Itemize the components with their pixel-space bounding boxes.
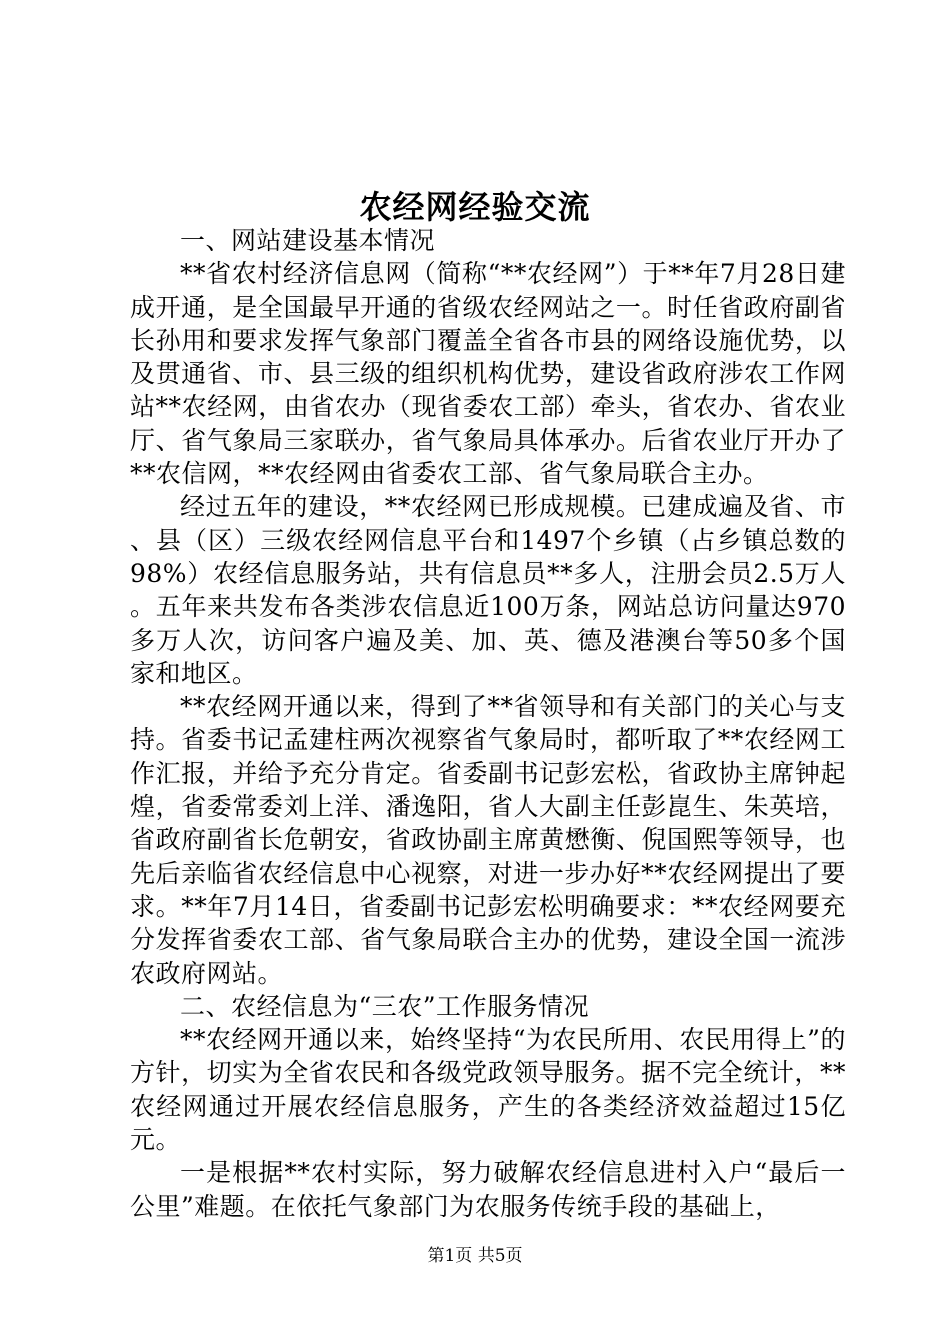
document-body	[130, 224, 846, 1223]
section-heading-1: 一、网站建设基本情况	[180, 226, 436, 255]
paragraph-4: **农经网开通以来，始终坚持“为农民所用、农民用得上”的方针，切实为全省农民和各级党政领导服务。据不完全统计，**农经网通过开展农经信息服务，产生的各类经济效益超过15亿元。	[130, 1025, 846, 1155]
paragraph-2: 经过五年的建设，**农经网已形成规模。已建成遍及省、市、县（区）三级农经网信息平台和1497个乡镇（占乡镇总数的98%）农经信息服务站，共有信息员**多人，注册会员2.5万人。五年来共发布各类涉农信息近100万条，网站总访问量达970多万人次，访问客户遍及美、加、英、德及港澳台等50多个国家和地区。	[130, 492, 846, 688]
section-heading-2: 二、农经信息为“三农”工作服务情况	[180, 991, 590, 1021]
paragraph-3: **农经网开通以来，得到了**省领导和有关部门的关心与支持。省委书记孟建柱两次视察省气象局时，都听取了**农经网工作汇报，并给予充分肯定。省委副书记彭宏松，省政协主席钟起煌，省委常委刘上洋、潘逸阳，省人大副主任彭崑生、朱英培，省政府副省长危朝安，省政协副主席黄懋衡、倪国熙等领导，也先后亲临省农经信息中心视察，对进一步办好**农经网提出了要求。**年7月14日，省委副书记彭宏松明确要求：**农经网要充分发挥省委农工部、省气象局联合主办的优势，建设全国一流涉农政府网站。	[130, 692, 846, 988]
page-footer: 第1页 共5页	[427, 1246, 523, 1266]
paragraph-1: **省农村经济信息网（简称“**农经网”）于**年7月28日建成开通，是全国最早开通的省级农经网站之一。时任省政府副省长孙用和要求发挥气象部门覆盖全省各市县的网络设施优势，以及贯通省、市、县三级的组织机构优势，建设省政府涉农工作网站**农经网，由省农办（现省委农工部）牵头，省农办、省农业厅、省气象局三家联办，省气象局具体承办。后省农业厅开办了**农信网，**农经网由省委农工部、省气象局联合主办。	[130, 259, 846, 489]
paragraph-5: 一是根据**农村实际，努力破解农经信息进村入户“最后一公里”难题。在依托气象部门为农服务传统手段的基础上，	[130, 1158, 846, 1221]
document-title: 农经网经验交流	[359, 188, 591, 226]
